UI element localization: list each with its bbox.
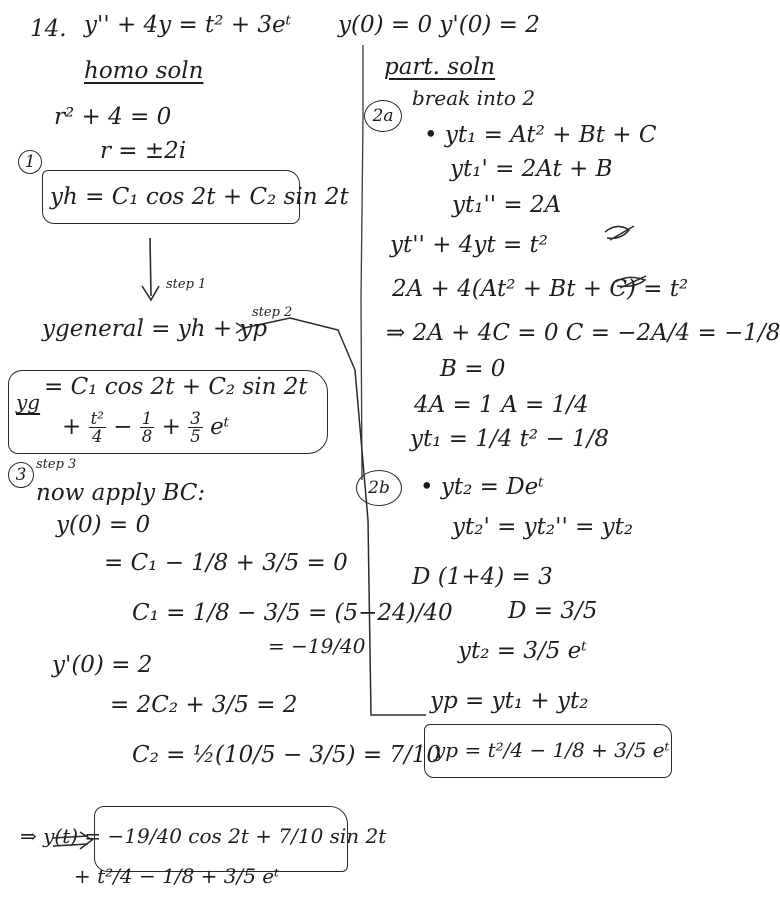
final-answer-line2: + t²/4 − 1/8 + 3/5 eᵗ [74, 864, 280, 888]
bc2-equation: = 2C₂ + 3/5 = 2 [110, 692, 298, 718]
minus-sign: − [113, 413, 133, 440]
fraction-1-over-8: $\frac{1}{8}$ [141, 409, 153, 447]
particular-solution: yp = t²/4 − 1/8 + 3/5 eᵗ [434, 738, 670, 762]
problem-number: 14. [30, 16, 67, 42]
yt2-derivatives: yt₂' = yt₂'' = yt₂ [452, 514, 634, 540]
d-value: D = 3/5 [508, 598, 598, 624]
bc1-statement: y(0) = 0 [56, 512, 151, 538]
scribble-1 [605, 226, 634, 240]
yg-line2 [62, 410, 229, 446]
step3-label: step 3 [36, 457, 77, 472]
homogeneous-solution: yh = C₁ cos 2t + C₂ sin 2t [50, 184, 349, 210]
homo-soln-heading: homo soln [84, 58, 204, 84]
break-into-two: break into 2 [412, 86, 536, 110]
step-2b-marker: 2b [356, 470, 402, 506]
exp-term: eᵗ [210, 413, 230, 440]
differential-equation: y'' + 4y = t² + 3eᵗ [84, 12, 292, 38]
final-answer-line1: ⇒ y(t) = −19/40 cos 2t + 7/10 sin 2t [20, 824, 387, 848]
bc2-statement: y'(0) = 2 [52, 652, 153, 678]
yg-label: yg [16, 390, 41, 414]
expanded-equation: 2A + 4(At² + Bt + C) = t² [392, 276, 689, 302]
bc1-equation: = C₁ − 1/8 + 3/5 = 0 [104, 550, 348, 576]
fraction-t2-over-4: $\frac{\text{t²}}{4}$ [90, 409, 104, 447]
solve-constant-c: ⇒ 2A + 4C = 0 C = −2A/4 = −1/8 [386, 320, 780, 346]
solve-constant-b: B = 0 [440, 356, 506, 382]
characteristic-equation: r² + 4 = 0 [54, 104, 172, 130]
yt2-result: yt₂ = 3/5 eᵗ [458, 638, 587, 664]
step-2a-marker: 2a [364, 100, 402, 132]
characteristic-roots: r = ±2i [100, 138, 187, 164]
yg-line1: = C₁ cos 2t + C₂ sin 2t [44, 374, 308, 400]
solve-constant-a: 4A = 1 A = 1/4 [414, 392, 589, 418]
c1-equation: C₁ = 1/8 − 3/5 = (5−24)/40 [132, 600, 453, 626]
initial-conditions: y(0) = 0 y'(0) = 2 [338, 12, 540, 38]
yp-sum: yp = yt₁ + yt₂ [430, 688, 589, 714]
fraction-3-over-5: $\frac{3}{5}$ [190, 409, 201, 447]
step1-label: step 1 [166, 277, 207, 292]
column-divider-line [361, 45, 363, 480]
step2-label: step 2 [252, 305, 293, 320]
yt1-first-derivative: yt₁' = 2At + B [450, 156, 613, 182]
yt1-guess: • yt₁ = At² + Bt + C [424, 122, 657, 148]
plus-sign: + [62, 413, 82, 440]
substitution-equation: yt'' + 4yt = t² [390, 232, 549, 258]
yt1-second-derivative: yt₁'' = 2A [452, 192, 562, 218]
step1-arrow [142, 238, 159, 300]
apply-bc-heading: now apply BC: [36, 480, 206, 506]
yt1-result: yt₁ = 1/4 t² − 1/8 [410, 426, 610, 452]
c1-value: = −19/40 [268, 634, 366, 658]
c2-equation: C₂ = ½(10/5 − 3/5) = 7/10 [132, 742, 442, 768]
general-solution-form: ygeneral = yh + yp [42, 316, 268, 342]
d-equation: D (1+4) = 3 [412, 564, 553, 590]
step1-marker: 1 [18, 150, 42, 174]
plus-sign: + [161, 413, 181, 440]
step3-marker: 3 [8, 462, 34, 488]
yt2-guess: • yt₂ = Deᵗ [420, 474, 544, 500]
part-soln-heading: part. soln [384, 54, 496, 80]
